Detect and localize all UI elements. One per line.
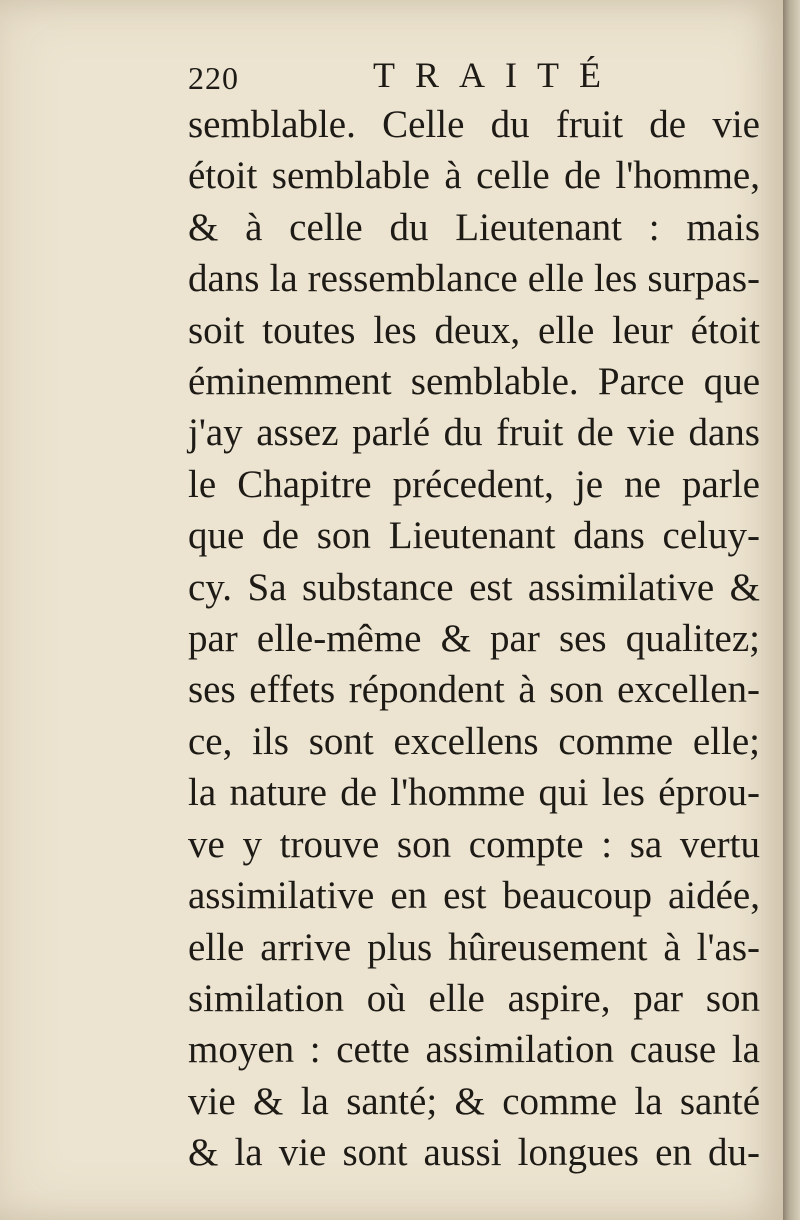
text-line: & la vie sont aussi longues en du-: [188, 1131, 760, 1175]
running-title: TRAITÉ: [373, 55, 621, 95]
text-line: similation où elle aspire, par son: [188, 976, 760, 1020]
text-line: j'ay assez parlé du fruit de vie dans: [188, 411, 760, 455]
text-line: ses effets répondent à son excellen-: [188, 668, 760, 712]
text-line: & à celle du Lieutenant : mais: [188, 205, 760, 249]
page-edge: [783, 0, 800, 1220]
text-line: semblable. Celle du fruit de vie: [188, 103, 760, 146]
text-line: cy. Sa substance est assimilative &: [188, 565, 760, 609]
text-line: vie & la santé; & comme la santé: [188, 1079, 760, 1123]
page-number: 220: [188, 60, 239, 96]
text-line: la nature de l'homme qui les éprou-: [188, 771, 760, 815]
text-line: par elle-même & par ses qualitez;: [188, 617, 760, 661]
text-line: elle arrive plus hûreusement à l'as-: [188, 925, 760, 969]
text-line: étoit semblable à celle de l'homme,: [188, 154, 760, 198]
text-line: assimilative en est beaucoup aidée,: [188, 874, 760, 918]
text-line: que de son Lieutenant dans celuy-: [188, 514, 760, 558]
text-line: éminemment semblable. Parce que: [188, 360, 760, 404]
text-line: le Chapitre précedent, je ne parle: [188, 462, 760, 506]
text-line: moyen : cette assimilation cause la: [188, 1028, 760, 1072]
text-line: ve y trouve son compte : sa vertu: [188, 822, 760, 866]
page-header: [188, 50, 748, 100]
body-text: [188, 99, 760, 1179]
text-line: ce, ils sont excellens comme elle;: [188, 719, 760, 763]
text-line: soit toutes les deux, elle leur étoit: [188, 308, 760, 352]
text-line: dans la ressemblance elle les surpas-: [188, 257, 760, 301]
